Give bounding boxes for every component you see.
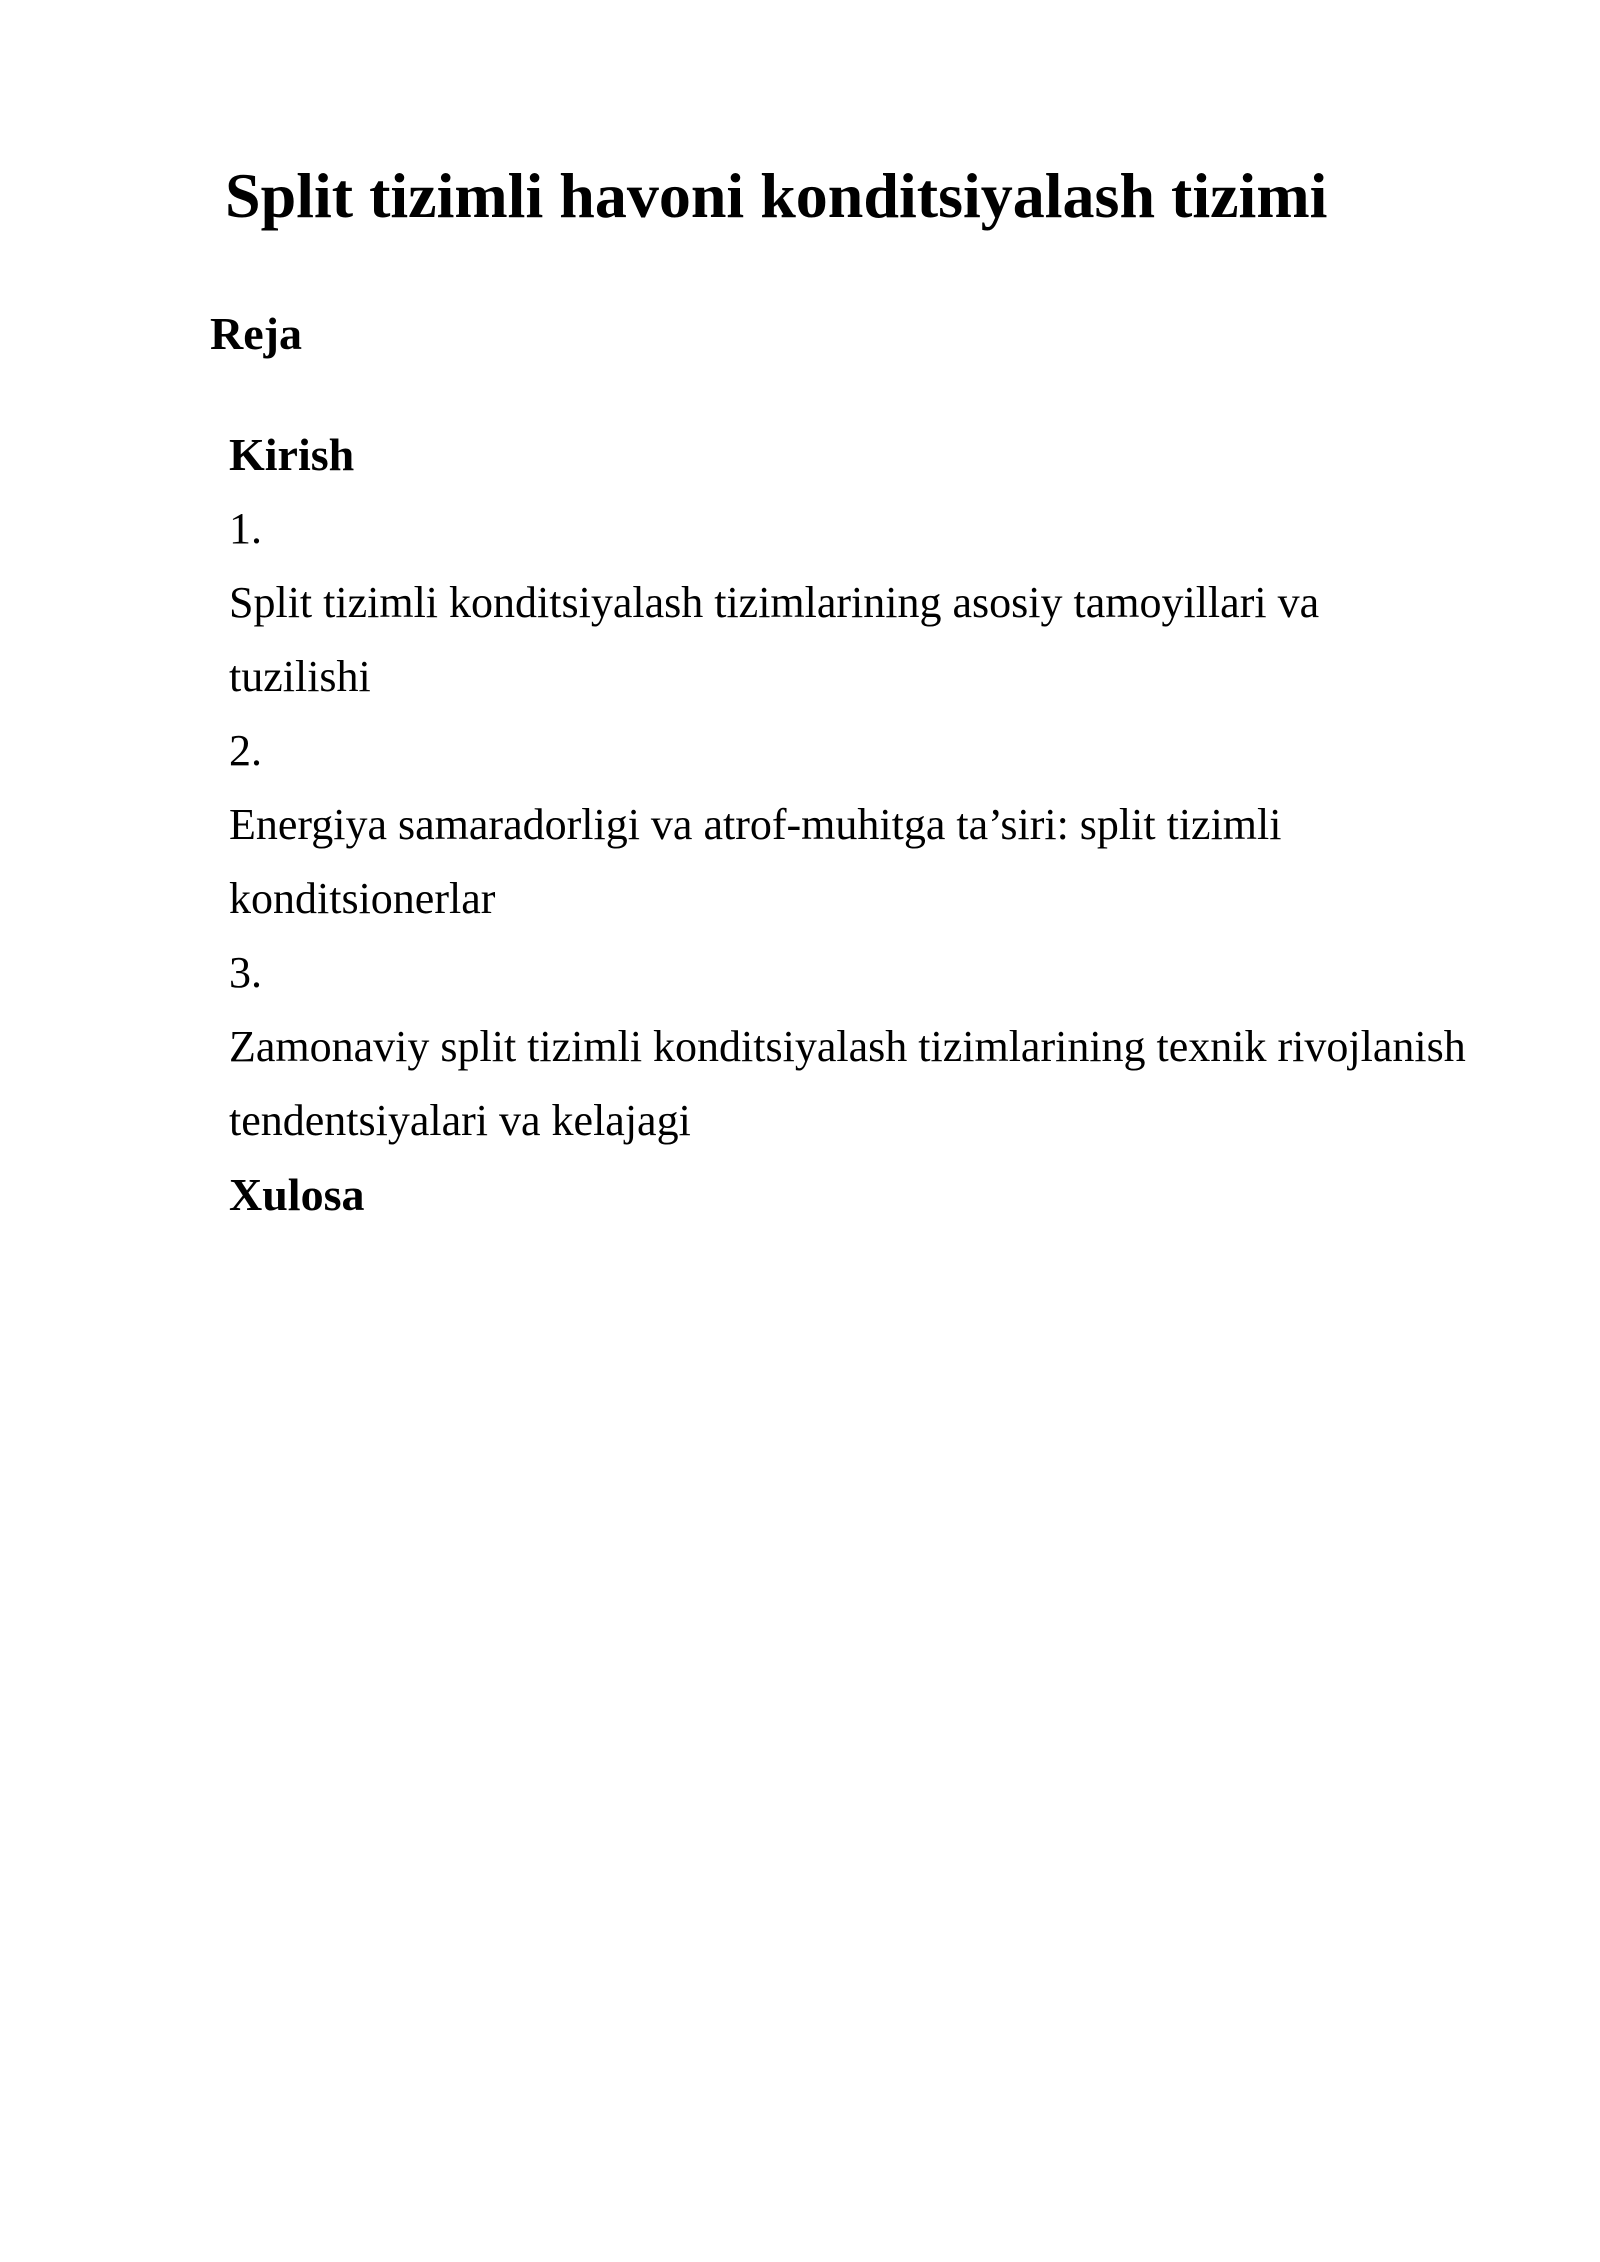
plan-item-text: Split tizimli konditsiyalash tizimlarining asosiy tamoyillari va tuzilishi: [229, 578, 1320, 701]
plan-item-number: 1.: [229, 504, 262, 553]
plan-item-1: [229, 492, 1469, 714]
plan-heading: Reja: [210, 308, 302, 359]
document-title: Split tizimli havoni konditsiyalash tizimi: [225, 160, 1328, 231]
plan-list: [229, 418, 1469, 1232]
plan-item-number: 2.: [229, 726, 262, 775]
plan-item-3: [229, 936, 1469, 1158]
plan-item-text: Energiya samaradorligi va atrof-muhitga ta’siri: split tizimli konditsionerlar: [229, 800, 1282, 923]
plan-item-text: Zamonaviy split tizimli konditsiyalash tizimlarining texnik rivojlanish tendentsiyalari va kelajagi: [229, 1022, 1466, 1145]
plan-item-number: 3.: [229, 948, 262, 997]
plan-conclusion: Xulosa: [229, 1169, 365, 1220]
plan-item-2: [229, 714, 1469, 936]
plan-intro: Kirish: [229, 429, 355, 480]
